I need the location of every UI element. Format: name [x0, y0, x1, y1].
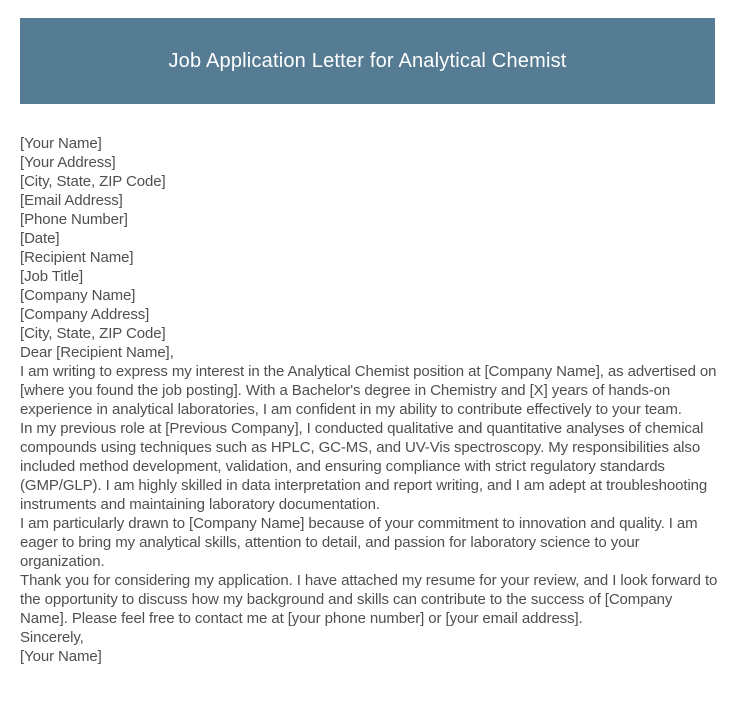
- signature: [Your Name]: [20, 648, 102, 665]
- letter-line-email: [Email Address]: [20, 192, 123, 209]
- header-banner: [20, 18, 715, 104]
- paragraph-introduction: I am writing to express my interest in the Analytical Chemist position at [Company Name], as advertised on [where you found the job posting]. With a Bachelor's degree in Chemistry and [X] years of hands-on experience in analytical laboratories, I am confident in my ability to contribute effectively to your team.: [20, 363, 717, 418]
- page-title: Job Application Letter for Analytical Chemist: [168, 49, 567, 72]
- paragraph-experience: In my previous role at [Previous Company], I conducted qualitative and quantitative analyses of chemical compounds using techniques such as HPLC, GC-MS, and UV-Vis spectroscopy. My responsibilities also included method development, validation, and ensuring compliance with strict regulatory standards (GMP/GLP). I am highly skilled in data interpretation and report writing, and I am adept at troubleshooting instruments and maintaining laboratory documentation.: [20, 420, 708, 513]
- letter-line-company-city-state-zip: [City, State, ZIP Code]: [20, 325, 166, 342]
- letter-line-your-address: [Your Address]: [20, 154, 116, 171]
- letter-line-date: [Date]: [20, 230, 60, 247]
- paragraph-motivation: I am particularly drawn to [Company Name] because of your commitment to innovation and quality. I am eager to bring my analytical skills, attention to detail, and passion for laboratory science to your organization.: [20, 515, 698, 570]
- letter-line-job-title: [Job Title]: [20, 268, 84, 285]
- closing: Sincerely,: [20, 629, 84, 646]
- letter-line-city-state-zip: [City, State, ZIP Code]: [20, 173, 166, 190]
- letter-line-company-address: [Company Address]: [20, 306, 150, 323]
- paragraph-thanks: Thank you for considering my application. I have attached my resume for your review, and I look forward to the opportunity to discuss how my background and skills can contribute to the success of [Company Name]. Please feel free to contact me at [your phone number] or [your email address].: [20, 572, 718, 627]
- letter-line-phone: [Phone Number]: [20, 211, 128, 228]
- letter-line-company-name: [Company Name]: [20, 287, 136, 304]
- salutation: Dear [Recipient Name],: [20, 344, 174, 361]
- letter-line-recipient-name: [Recipient Name]: [20, 249, 134, 266]
- letter-body: [20, 134, 724, 666]
- letter-line-your-name: [Your Name]: [20, 135, 102, 152]
- page: [0, 18, 740, 723]
